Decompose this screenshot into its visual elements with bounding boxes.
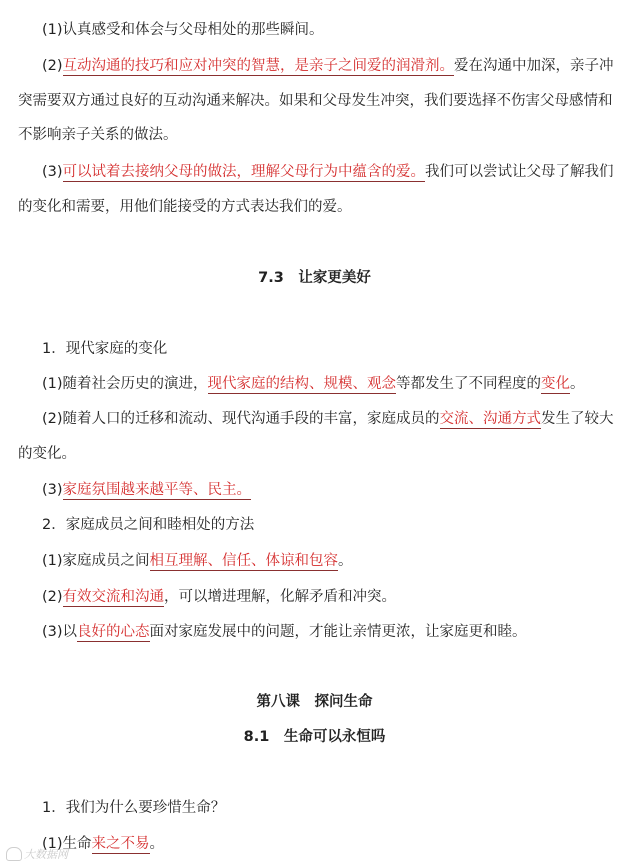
section-title: 8.1 生命可以永恒吗: [243, 729, 386, 745]
paragraph-2: [42, 56, 614, 76]
text: ，可以增进理解，化解矛盾和冲突。: [164, 589, 397, 605]
highlight-text: 变化: [541, 376, 571, 392]
text: 。: [570, 376, 585, 392]
item-7: [42, 834, 614, 854]
watermark: [6, 846, 68, 862]
highlight-text: 良好的心态: [77, 624, 150, 640]
highlight-text: 交流、沟通方式: [439, 411, 542, 427]
paragraph-2-cont: [18, 91, 614, 111]
text: 突需要双方通过良好的互动沟通来解决。如果和父母发生冲突，我们要选择不伤害父母感情和: [18, 93, 613, 109]
text: 1．我们为什么要珍惜生命？: [42, 800, 226, 816]
paragraph-3-cont: [18, 197, 614, 217]
text: (1)家庭成员之间: [42, 553, 150, 569]
text: (3)以: [42, 624, 78, 640]
item-4: [42, 551, 614, 571]
section-title: 7.3 让家更美好: [258, 270, 371, 286]
text: 的变化。: [18, 446, 76, 462]
subheading: [42, 339, 614, 359]
paragraph-2-cont: [18, 125, 614, 145]
text: 等都发生了不同程度的: [396, 376, 542, 392]
text: (1)随着社会历史的演进，: [42, 376, 208, 392]
watermark-text: 大数据网: [24, 848, 68, 861]
text: 2．家庭成员之间和睦相处的方法: [42, 517, 255, 533]
text: (3): [42, 164, 63, 180]
text: 面对家庭发展中的问题，才能让亲情更浓，让家庭更和睦。: [149, 624, 527, 640]
cloud-logo-icon: [6, 847, 22, 861]
text: 爱在沟通中加深，亲子冲: [454, 58, 614, 74]
item-2: [42, 409, 614, 429]
paragraph-1: [42, 20, 614, 40]
highlight-text: 可以试着去接纳父母的做法，理解父母行为中蕴含的爱。: [62, 164, 426, 180]
lesson-title: 第八课 探问生命: [256, 694, 373, 710]
item-5: [42, 587, 614, 607]
highlight-text: 来之不易: [91, 836, 150, 852]
text: 不影响亲子关系的做法。: [18, 127, 178, 143]
subheading: [42, 515, 614, 535]
text: 的变化和需要，用他们能接受的方式表达我们的爱。: [18, 199, 352, 215]
subheading: [42, 798, 614, 818]
text: 我们可以尝试让父母了解我们: [425, 164, 614, 180]
highlight-text: 互动沟通的技巧和应对冲突的智慧，是亲子之间爱的润滑剂。: [62, 58, 455, 74]
highlight-text: 有效交流和沟通: [62, 589, 165, 605]
item-3: [42, 480, 614, 500]
text: (1)生命: [42, 836, 92, 852]
highlight-text: 相互理解、信任、体谅和包容: [149, 553, 339, 569]
text: (1)认真感受和体会与父母相处的那些瞬间。: [42, 22, 324, 38]
paragraph-3: [42, 162, 614, 182]
highlight-text: 家庭氛围越来越平等、民主。: [62, 482, 252, 498]
item-1: [42, 374, 614, 394]
text: (2): [42, 589, 63, 605]
item-6: [42, 622, 614, 642]
highlight-text: 现代家庭的结构、规模、观念: [207, 376, 397, 392]
text: (3): [42, 482, 63, 498]
text: (2)随着人口的迁移和流动、现代沟通手段的丰富，家庭成员的: [42, 411, 440, 427]
text: 1．现代家庭的变化: [42, 341, 168, 357]
text: 。: [149, 836, 165, 852]
text: 。: [338, 553, 353, 569]
text: (2): [42, 58, 63, 74]
item-2-cont: [18, 444, 614, 464]
text: 发生了较大: [541, 411, 614, 427]
